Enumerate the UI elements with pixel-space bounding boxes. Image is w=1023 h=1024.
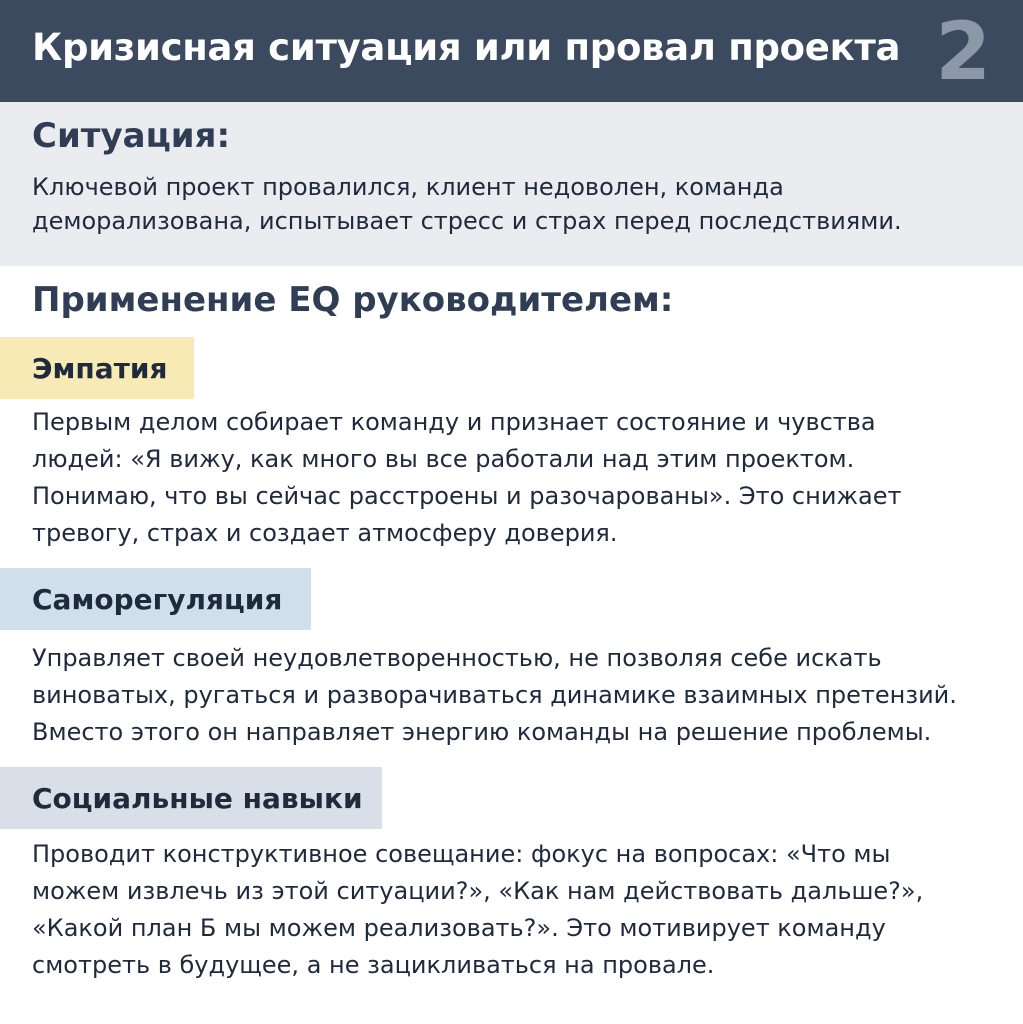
header-bar bbox=[0, 0, 1023, 102]
situation-line: Ключевой проект провалился, клиент недоволен, команда bbox=[32, 173, 784, 201]
empathy-paragraph bbox=[32, 404, 1007, 552]
social-skills-paragraph bbox=[32, 836, 1007, 984]
eq-heading: Применение EQ руководителем: bbox=[32, 280, 674, 320]
paragraph-line: Понимаю, что вы сейчас расстроены и разочарованы». Это снижает bbox=[32, 482, 902, 510]
paragraph-line: Проводит конструктивное совещание: фокус на вопросах: «Что мы bbox=[32, 840, 891, 868]
situation-heading: Ситуация: bbox=[32, 116, 231, 156]
page-title: Кризисная ситуация или провал проекта bbox=[32, 26, 901, 69]
social-skills-tag: Социальные навыки bbox=[0, 767, 382, 829]
paragraph-line: «Какой план Б мы можем реализовать?». Это мотивирует команду bbox=[32, 914, 886, 942]
empathy-tag: Эмпатия bbox=[0, 337, 194, 399]
situation-text bbox=[32, 170, 992, 238]
situation-panel bbox=[0, 102, 1023, 266]
paragraph-line: виноватых, ругаться и разворачиваться динамике взаимных претензий. bbox=[32, 681, 957, 709]
paragraph-line: Первым делом собирает команду и признает состояние и чувства bbox=[32, 408, 876, 436]
page-number: 2 bbox=[935, 5, 991, 98]
self-regulation-paragraph bbox=[32, 640, 1007, 751]
paragraph-line: людей: «Я вижу, как много вы все работали над этим проектом. bbox=[32, 445, 855, 473]
paragraph-line: тревогу, страх и создает атмосферу доверия. bbox=[32, 519, 618, 547]
paragraph-line: Управляет своей неудовлетворенностью, не позволяя себе искать bbox=[32, 644, 882, 672]
paragraph-line: можем извлечь из этой ситуации?», «Как нам действовать дальше?», bbox=[32, 877, 924, 905]
paragraph-line: смотреть в будущее, а не зацикливаться на провале. bbox=[32, 951, 715, 979]
paragraph-line: Вместо этого он направляет энергию команды на решение проблемы. bbox=[32, 718, 932, 746]
self-regulation-tag: Саморегуляция bbox=[0, 568, 311, 630]
situation-line: деморализована, испытывает стресс и страх перед последствиями. bbox=[32, 207, 902, 235]
